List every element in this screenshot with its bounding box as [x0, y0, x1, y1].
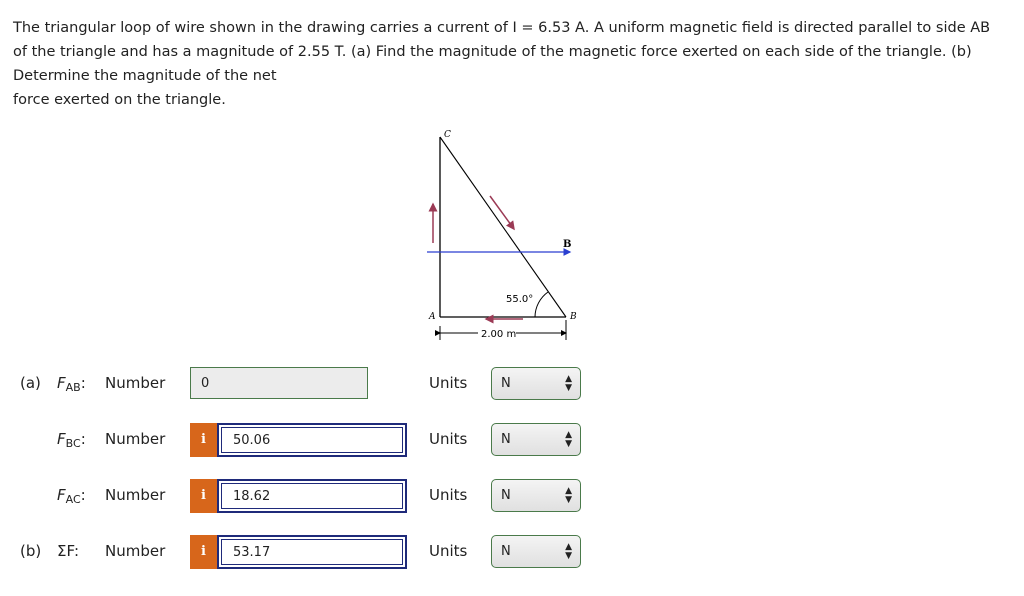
number-label: Number	[105, 430, 166, 448]
fbc-input[interactable]: 50.06	[217, 423, 407, 457]
chevron-updown-icon: ▲ ▼	[565, 374, 572, 393]
fbc-units-select[interactable]: N ▲ ▼	[491, 423, 581, 456]
net-force-input[interactable]: 53.17	[217, 535, 407, 569]
chevron-updown-icon: ▲ ▼	[565, 430, 572, 449]
question-line: Determine the magnitude of the net	[13, 68, 277, 84]
fac-input[interactable]: 18.62	[217, 479, 407, 513]
answer-row-net	[0, 535, 600, 569]
fac-units-select[interactable]: N ▲ ▼	[491, 479, 581, 512]
info-icon[interactable]: i	[190, 479, 217, 513]
part-label: (a)	[20, 374, 41, 392]
label-field: B	[563, 239, 572, 250]
chevron-updown-icon: ▲ ▼	[565, 486, 572, 505]
number-label: Number	[105, 486, 166, 504]
fab-units-select[interactable]: N ▲ ▼	[491, 367, 581, 400]
label-a: A	[429, 312, 436, 322]
angle-arc	[535, 292, 548, 317]
part-label: (b)	[20, 542, 42, 560]
units-label: Units	[429, 486, 468, 504]
angle-label: 55.0°	[506, 294, 534, 305]
chevron-updown-icon: ▲ ▼	[565, 542, 572, 561]
question-line: The triangular loop of wire shown in the drawing carries a current of I = 6.53 A. A uniform magnetic field is directed parallel to side AB	[13, 20, 991, 36]
net-units-select[interactable]: N ▲ ▼	[491, 535, 581, 568]
units-label: Units	[429, 374, 468, 392]
label-c: C	[444, 130, 451, 140]
units-label: Units	[429, 542, 468, 560]
number-label: Number	[105, 374, 166, 392]
label-b: B	[570, 312, 577, 322]
force-label: $F_{BC}$:	[57, 430, 86, 450]
fab-input[interactable]: 0	[190, 367, 368, 399]
current-arrow-cb	[490, 196, 514, 229]
question-line: force exerted on the triangle.	[13, 92, 226, 108]
info-icon[interactable]: i	[190, 423, 217, 457]
force-label: $F_{AC}$:	[57, 486, 86, 506]
force-label: $F_{AB}$:	[57, 374, 86, 394]
answer-row-fac	[0, 479, 600, 513]
number-label: Number	[105, 542, 166, 560]
triangle-loop	[440, 137, 566, 317]
question-line: of the triangle and has a magnitude of 2.55 T. (a) Find the magnitude of the magnetic force exerted on each side of the triangle. (b)	[13, 44, 972, 60]
answer-row-fbc	[0, 423, 600, 457]
info-icon[interactable]: i	[190, 535, 217, 569]
units-label: Units	[429, 430, 468, 448]
length-label: 2.00 m	[481, 329, 517, 340]
answer-row-fab	[0, 367, 600, 401]
force-label: ΣF:	[57, 542, 80, 560]
